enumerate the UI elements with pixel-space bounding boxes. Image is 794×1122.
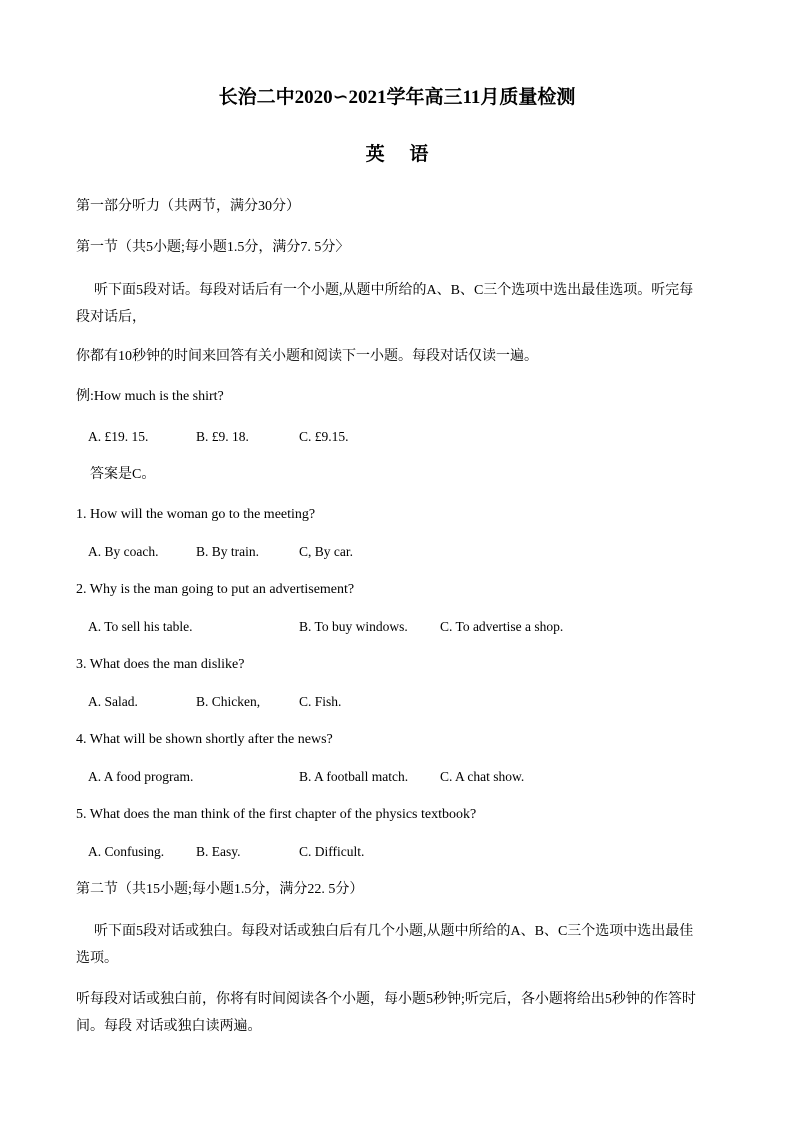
section2-instruction-line4: 间。每段 对话或独白读两遍。 xyxy=(76,1019,262,1034)
q1-option-b: B. By train. xyxy=(196,544,259,559)
example-answer: 答案是C。 xyxy=(90,467,156,482)
section1-instruction-line2: 段对话后， xyxy=(76,310,146,325)
example-option-a: A. £19. 15. xyxy=(88,429,149,444)
section2-instruction-line3: 听每段对话或独白前，你将有时间阅读各个小题，每小题5秒钟;听完后，各小题将给出5秒钟的作答时 xyxy=(76,992,696,1007)
subject-title: 英 语 xyxy=(365,144,439,165)
example-question: 例:How much is the shirt? xyxy=(76,389,224,404)
q4-option-c: C. A chat show. xyxy=(440,769,525,784)
question-1: 1. How will the woman go to the meeting? xyxy=(76,507,316,522)
section1-instruction-line1: 听下面5段对话。每段对话后有一个小题,从题中所给的A、B、C三个选项中选出最佳选项。听完每 xyxy=(94,283,694,298)
q2-option-a: A. To sell his table. xyxy=(88,619,193,634)
section2-instruction-line2: 选项。 xyxy=(76,951,118,966)
q5-option-a: A. Confusing. xyxy=(88,844,165,859)
question-4: 4. What will be shown shortly after the news? xyxy=(76,732,333,747)
section1-instruction-line3: 你都有10秒钟的时间来回答有关小题和阅读下一小题。每段对话仅读一遍。 xyxy=(76,349,538,364)
example-option-b: B. £9. 18. xyxy=(196,429,249,444)
q3-option-a: A. Salad. xyxy=(88,694,138,709)
section2-instruction-line1: 听下面5段对话或独白。每段对话或独白后有几个小题,从题中所给的A、B、C三个选项中选出最佳 xyxy=(94,924,694,939)
example-option-c: C. £9.15. xyxy=(299,429,349,444)
section2-heading: 第二节（共15小题;每小题1.5分，满分22. 5分） xyxy=(76,882,364,897)
question-2: 2. Why is the man going to put an advertisement? xyxy=(76,582,355,597)
q5-option-c: C. Difficult. xyxy=(299,844,365,859)
question-3: 3. What does the man dislike? xyxy=(76,657,245,672)
q1-option-c: C, By car. xyxy=(299,544,353,559)
section1-heading: 第一节（共5小题;每小题1.5分，满分7. 5分〉 xyxy=(76,240,350,255)
question-5: 5. What does the man think of the first chapter of the physics textbook? xyxy=(76,807,477,822)
q4-option-a: A. A food program. xyxy=(88,769,194,784)
exam-title: 长治二中2020∽2021学年高三11月质量检测 xyxy=(218,87,576,108)
q1-option-a: A. By coach. xyxy=(88,544,159,559)
q2-option-c: C. To advertise a shop. xyxy=(440,619,564,634)
q5-option-b: B. Easy. xyxy=(196,844,241,859)
part1-heading: 第一部分听力（共两节，满分30分） xyxy=(76,199,300,214)
q4-option-b: B. A football match. xyxy=(299,769,409,784)
q3-option-c: C. Fish. xyxy=(299,694,342,709)
q2-option-b: B. To buy windows. xyxy=(299,619,408,634)
q3-option-b: B. Chicken, xyxy=(196,694,261,709)
